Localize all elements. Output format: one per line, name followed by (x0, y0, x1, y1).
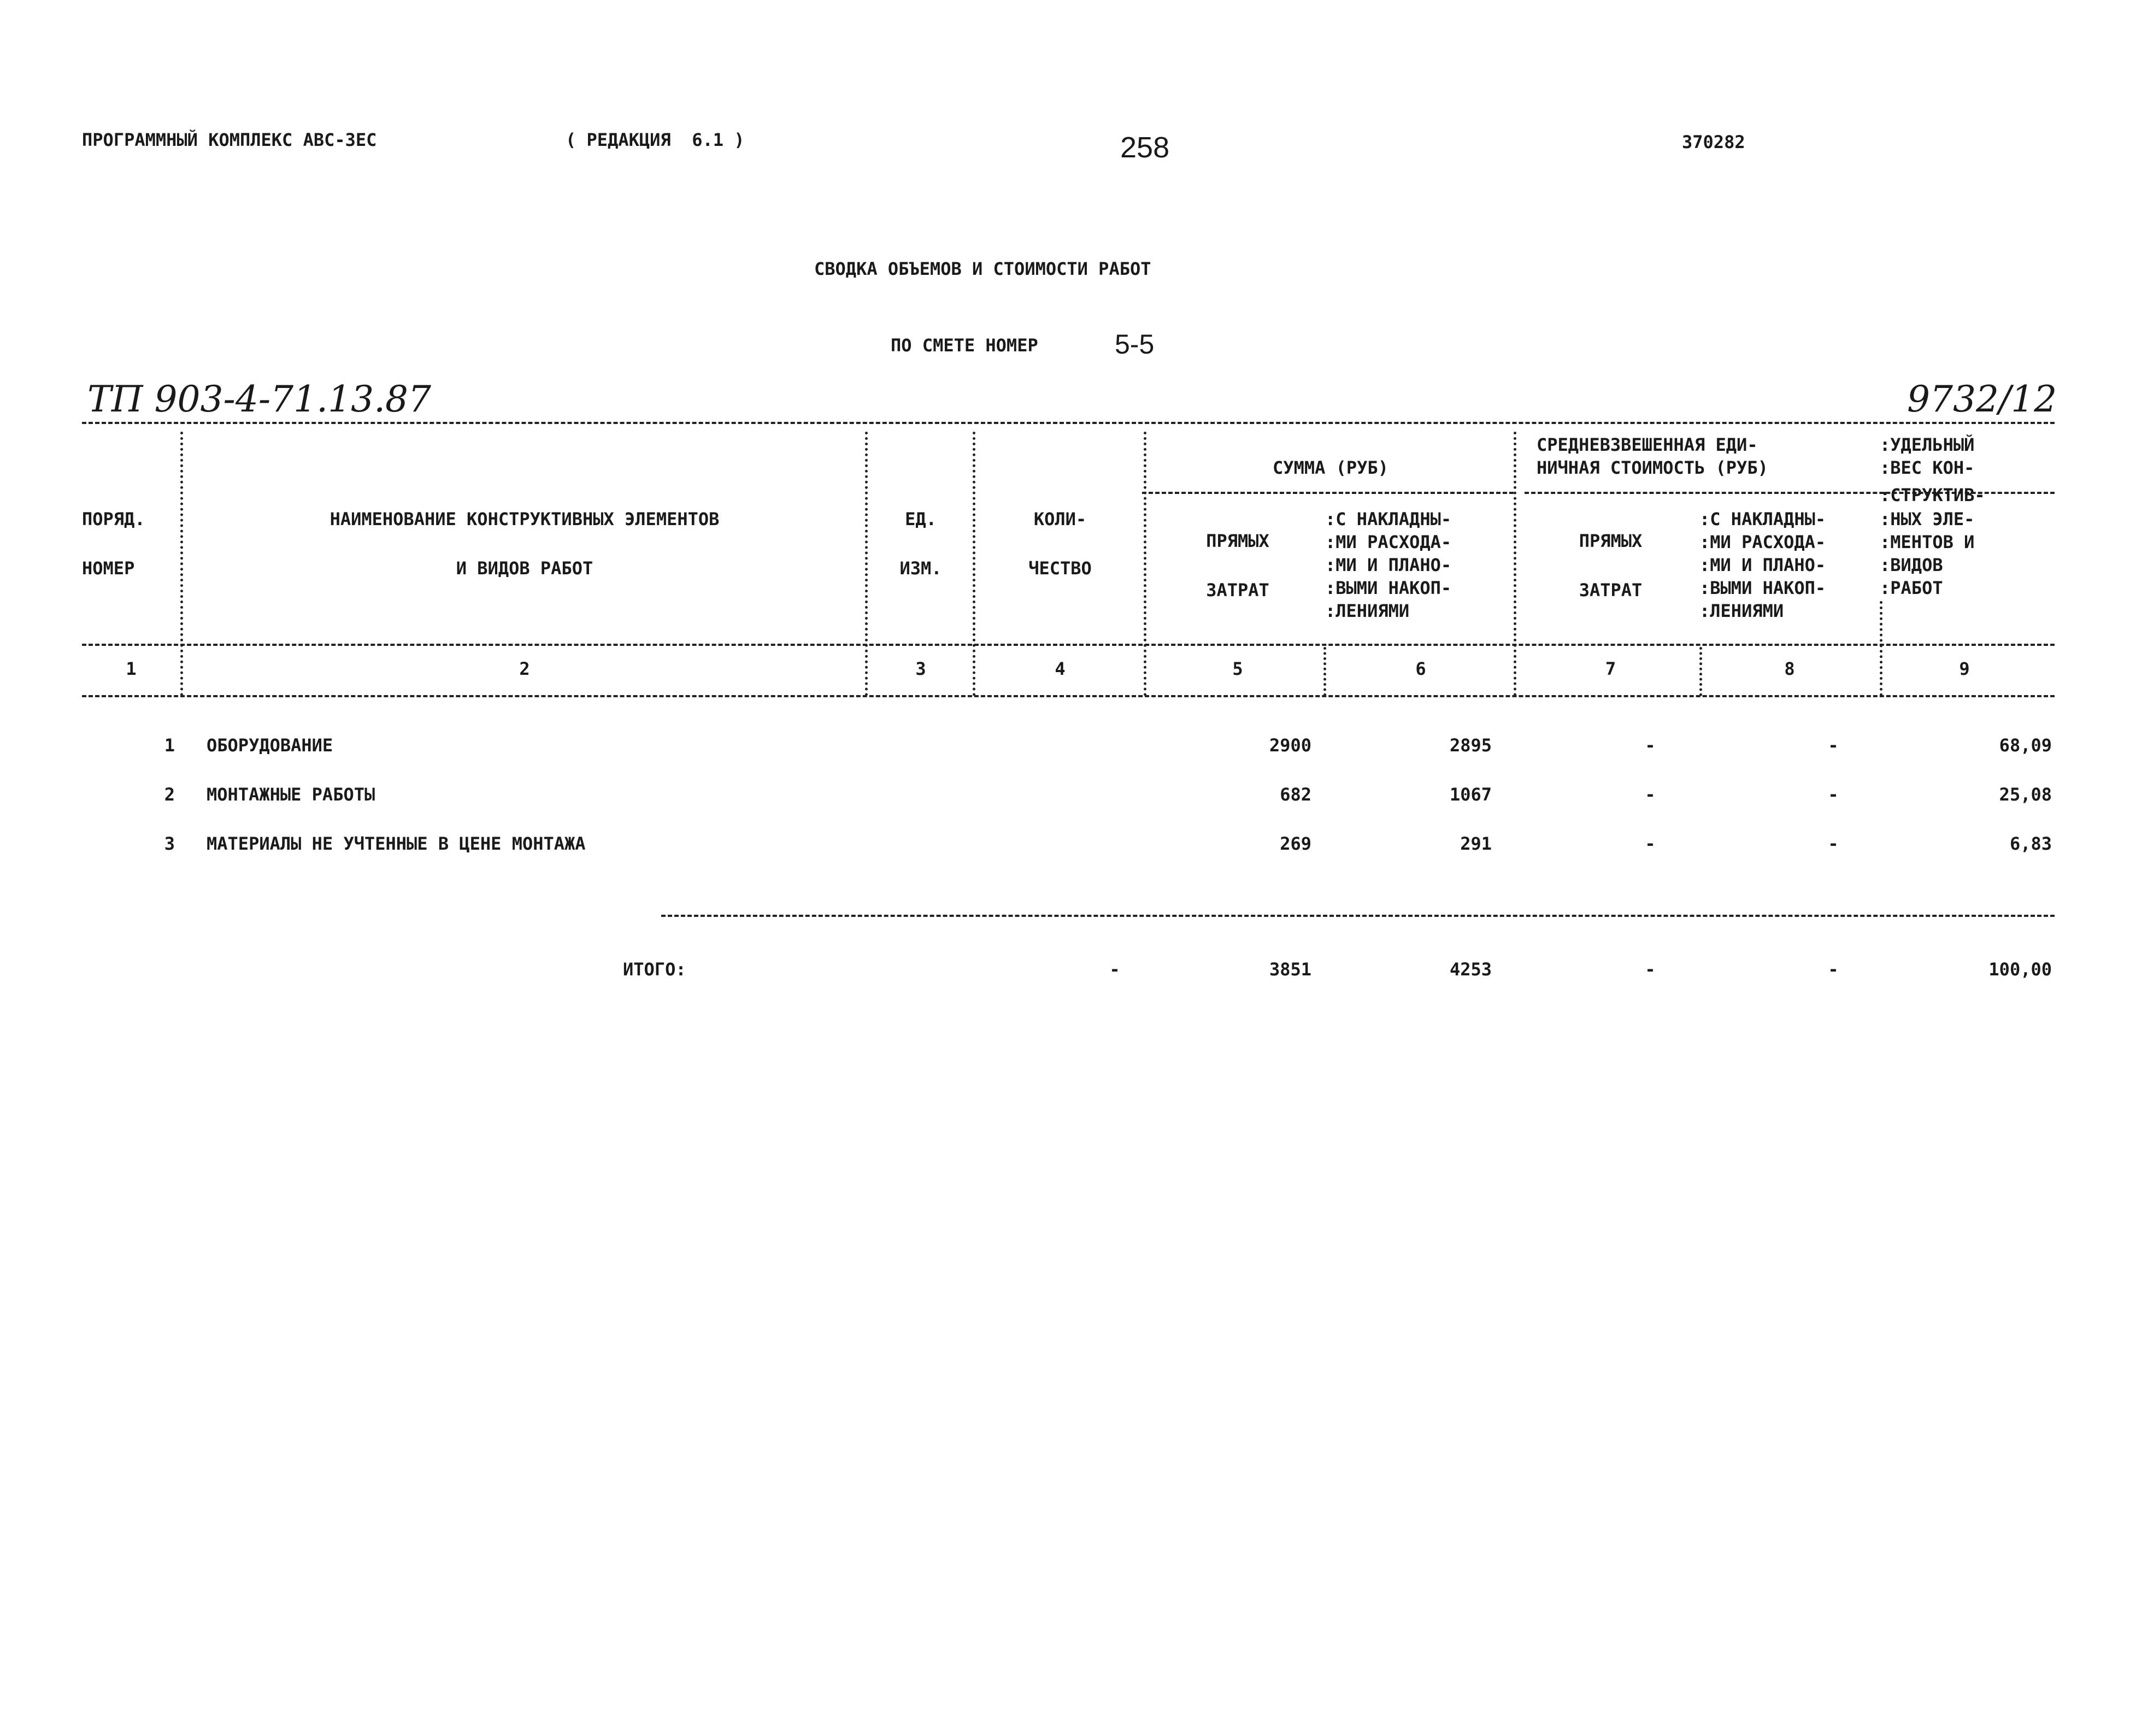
col-header-overhead: :МИ РАСХОДА- (1325, 532, 1452, 552)
col-header-direct-costs: ПРЯМЫХ (1206, 531, 1269, 551)
col-header-overhead: :ЛЕНИЯМИ (1325, 601, 1410, 621)
col-header-avg-overhead: :ЛЕНИЯМИ (1699, 601, 1784, 621)
col-header-overhead: :МИ И ПЛАНО- (1325, 555, 1452, 575)
row-share: 25,08 (1999, 784, 2052, 805)
sum-group-rule (1142, 492, 1514, 494)
row-avg-direct: - (1645, 833, 1656, 854)
separator (1144, 432, 1146, 696)
col-header-no: НОМЕР (82, 558, 135, 579)
total-rule (661, 915, 2055, 917)
separator (180, 432, 183, 696)
column-number: 9 (1959, 658, 1970, 679)
col-header-name: И ВИДОВ РАБОТ (456, 558, 593, 579)
row-avg-direct: - (1645, 735, 1656, 756)
total-quantity: - (1109, 959, 1120, 980)
col-header-share: :СТРУКТИВ- (1880, 485, 1985, 505)
header-bottom-rule (82, 644, 2055, 646)
col-header-quantity: КОЛИ- (1033, 509, 1087, 529)
separator (1514, 432, 1516, 696)
row-overhead-costs: 2895 (1449, 735, 1492, 756)
col-header-name: НАИМЕНОВАНИЕ КОНСТРУКТИВНЫХ ЭЛЕМЕНТОВ (329, 509, 720, 529)
column-number: 5 (1232, 658, 1243, 679)
estimate-label: ПО СМЕТЕ НОМЕР (891, 335, 1038, 356)
separator (865, 432, 868, 696)
col-header-avg-group: НИЧНАЯ СТОИМОСТЬ (РУБ) (1537, 457, 1768, 478)
estimate-number: 5-5 (1115, 329, 1155, 360)
total-direct-costs: 3851 (1269, 959, 1311, 980)
separator (1323, 647, 1326, 696)
row-avg-direct: - (1645, 784, 1656, 805)
col-header-share: :ВИДОВ (1880, 555, 1943, 575)
total-avg-overhead: - (1828, 959, 1839, 980)
col-header-avg-overhead: :МИ И ПЛАНО- (1699, 555, 1826, 575)
total-share: 100,00 (1988, 959, 2052, 980)
column-number: 1 (126, 658, 137, 679)
report-title: СВОДКА ОБЪЕМОВ И СТОИМОСТИ РАБОТ (814, 258, 1151, 279)
col-header-share: :МЕНТОВ И (1880, 532, 1975, 552)
col-header-share: :НЫХ ЭЛЕ- (1880, 509, 1975, 529)
col-header-unit: ИЗМ. (899, 558, 942, 579)
row-direct-costs: 2900 (1269, 735, 1311, 756)
row-number: 3 (164, 833, 175, 854)
column-number: 2 (519, 658, 530, 679)
column-number: 8 (1784, 658, 1795, 679)
col-header-avg-direct: ПРЯМЫХ (1579, 531, 1643, 551)
row-avg-overhead: - (1828, 784, 1839, 805)
col-header-quantity: ЧЕСТВО (1028, 558, 1092, 579)
col-header-unit: ЕД. (905, 509, 937, 529)
row-avg-overhead: - (1828, 833, 1839, 854)
handwritten-project-code: ТП 903-4-71.13.87 (87, 378, 432, 420)
column-number: 4 (1055, 658, 1066, 679)
page-number: 258 (1120, 131, 1170, 164)
col-header-avg-overhead: :ВЫМИ НАКОП- (1699, 578, 1826, 598)
col-header-avg-group: СРЕДНЕВЗВЕШЕННАЯ ЕДИ- (1537, 434, 1758, 455)
col-header-no: ПОРЯД. (82, 509, 145, 529)
separator (1880, 601, 1882, 696)
row-name: МАТЕРИАЛЫ НЕ УЧТЕННЫЕ В ЦЕНЕ МОНТАЖА (207, 833, 586, 854)
col-header-avg-direct: ЗАТРАТ (1579, 580, 1643, 601)
separator (973, 432, 975, 696)
table-top-rule (82, 422, 2055, 424)
total-overhead-costs: 4253 (1449, 959, 1492, 980)
total-label: ИТОГО: (623, 959, 686, 980)
col-header-sum-group: СУММА (РУБ) (1273, 457, 1388, 478)
col-header-share: :УДЕЛЬНЫЙ (1880, 434, 1975, 455)
col-header-avg-overhead: :С НАКЛАДНЫ- (1699, 509, 1826, 529)
row-share: 68,09 (1999, 735, 2052, 756)
column-number: 3 (915, 658, 926, 679)
col-header-share: :ВЕС КОН- (1880, 457, 1975, 478)
col-header-overhead: :ВЫМИ НАКОП- (1325, 578, 1452, 598)
row-number: 1 (164, 735, 175, 756)
row-share: 6,83 (2009, 833, 2052, 854)
row-number: 2 (164, 784, 175, 805)
row-name: ОБОРУДОВАНИЕ (207, 735, 333, 756)
total-avg-direct: - (1645, 959, 1656, 980)
row-name: МОНТАЖНЫЕ РАБОТЫ (207, 784, 375, 805)
row-direct-costs: 682 (1280, 784, 1311, 805)
col-header-avg-overhead: :МИ РАСХОДА- (1699, 532, 1826, 552)
column-numbers-rule (82, 695, 2055, 697)
document-code: 370282 (1682, 132, 1745, 152)
col-header-share: :РАБОТ (1880, 578, 1943, 598)
row-direct-costs: 269 (1280, 833, 1311, 854)
program-name: ПРОГРАММНЫЙ КОМПЛЕКС АВС-ЗЕС (82, 130, 377, 150)
row-overhead-costs: 291 (1460, 833, 1492, 854)
col-header-direct-costs: ЗАТРАТ (1206, 580, 1269, 601)
edition-label: ( РЕДАКЦИЯ 6.1 ) (566, 130, 745, 150)
column-number: 6 (1415, 658, 1426, 679)
handwritten-archive-number: 9732/12 (1907, 378, 2057, 420)
col-header-overhead: :С НАКЛАДНЫ- (1325, 509, 1452, 529)
row-overhead-costs: 1067 (1449, 784, 1492, 805)
row-avg-overhead: - (1828, 735, 1839, 756)
column-number: 7 (1605, 658, 1616, 679)
